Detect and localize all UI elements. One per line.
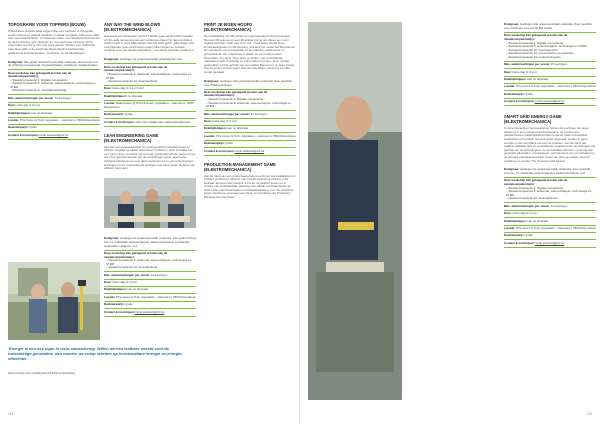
info-row bbox=[8, 70, 100, 95]
competence-item: – Sleutelcompetentie 4: Digitale competentie bbox=[206, 98, 296, 102]
info-key: Duur: bbox=[104, 86, 112, 91]
info-row bbox=[504, 178, 596, 203]
info-row bbox=[504, 77, 596, 84]
info-key: Duur: bbox=[504, 211, 512, 216]
competence-item: – Sleutelcompetentie 6: wiskunde, wetenschappen, technologie en STEM bbox=[106, 259, 196, 266]
info-key: Doelgroep: bbox=[204, 78, 220, 83]
info-key: Doelgroep: bbox=[504, 22, 520, 27]
workshop-info-list bbox=[504, 167, 596, 248]
info-key: Duur: bbox=[8, 103, 16, 108]
info-key: Deze workshop kan gekoppeld worden aan de sleutelcompetentie(s): bbox=[104, 64, 168, 73]
info-key: Data/tijdstippen: bbox=[104, 93, 127, 98]
info-row bbox=[204, 133, 296, 140]
info-row[interactable] bbox=[504, 99, 596, 106]
info-key: Locatie: bbox=[504, 84, 516, 89]
competence-item: – Sleutelcompetentie 4: Digitale competentie bbox=[506, 187, 596, 191]
info-value: halve dag (± 3 uur) bbox=[111, 280, 137, 285]
info-value: 16 leerlingen bbox=[53, 95, 72, 100]
workshop-print3d bbox=[204, 22, 296, 200]
info-key: Locatie: bbox=[104, 294, 116, 299]
info-row[interactable] bbox=[204, 148, 296, 155]
info-row bbox=[504, 69, 596, 76]
info-value: kan op afspraak bbox=[226, 126, 249, 131]
workshop-lean-info bbox=[104, 232, 196, 317]
info-key: Max. aantal leerlingen per sessie: bbox=[504, 203, 550, 208]
competence-item: – Sleutelcompetentie 11: economische competenties bbox=[506, 52, 596, 56]
info-row bbox=[204, 141, 296, 148]
info-key: Data/tijdstippen: bbox=[504, 218, 527, 223]
competence-item: – Sleutelcompetentie 6: wiskunde, wetenschappen, technologie en STEM bbox=[106, 73, 196, 80]
info-row bbox=[104, 294, 196, 301]
info-key: Data/tijdstippen: bbox=[8, 110, 31, 115]
photo-production-workshop bbox=[308, 22, 402, 400]
info-row[interactable] bbox=[104, 309, 196, 316]
info-key: Duur: bbox=[504, 69, 512, 74]
info-key: Doelgroep: bbox=[504, 167, 520, 172]
info-key: Locatie: bbox=[204, 133, 216, 138]
info-value: leerlingen 3e graad secundair onderwijs. Zeer geschikt voor tso, bv. industriële wetenschappen, elektromechanica, enz. bbox=[504, 167, 591, 176]
info-value: kan op afspraak bbox=[30, 110, 53, 115]
info-key: Data/tijdstippen: bbox=[104, 287, 127, 292]
workshop-intro: Aan de hand van een productiespel leren leerlingen wat kwaliteitsvol en efficiënt produceren inhoudt, met 'overall equipment efficiency' als leidraad. Ze leren wat industrie 4.0 is en vergelijken komen ze in contact met productiedata, planning, benodigde werkzaamheden en tools zoals onderhoudswerk en kwaliteitsbewaking, enz. De workshop krijgen deelname eventueel een hand- of mondeling van Production Management Top Team. bbox=[204, 173, 296, 200]
info-row bbox=[204, 90, 296, 112]
info-value: 12 leerlingen bbox=[549, 203, 568, 208]
info-value: 16 leerlingen bbox=[149, 272, 168, 277]
competence-list bbox=[104, 73, 196, 84]
workshop-info-list bbox=[504, 22, 596, 106]
info-key: Deelnameprijs: bbox=[504, 233, 525, 238]
page-number-right: 115 bbox=[586, 412, 592, 416]
info-key: Contact & inschrijven: bbox=[204, 148, 235, 153]
info-value: kan op afspraak bbox=[526, 77, 549, 82]
info-row bbox=[504, 91, 596, 98]
info-row bbox=[104, 64, 196, 86]
info-key: Doelgroep: bbox=[104, 236, 120, 241]
info-value: gratis bbox=[28, 125, 37, 130]
info-value: PXL-Green & Tech, Agoralaan – Gebouw H, 3590 Diepenbeek bbox=[115, 294, 196, 299]
competence-item: – Sleutelcompetentie 5: wiskunde, wetenschappen, technologie en STEM bbox=[10, 82, 100, 89]
info-row[interactable] bbox=[8, 132, 100, 139]
info-key: Locatie: bbox=[8, 117, 20, 122]
info-row bbox=[504, 218, 596, 225]
competence-item: – Sleutelcompetentie 10: Duurzaamheid bbox=[506, 49, 596, 53]
info-value: PXL-Green & Tech, Agoralaan – Gebouw H, 3590 Diepenbeek bbox=[515, 225, 596, 230]
workshop-title: TOPOGRAFIE VOOR TOPPERS (BOUW) bbox=[8, 22, 86, 27]
info-key: Max. aantal leerlingen per sessie: bbox=[504, 62, 550, 67]
info-value: leerlingen 3de graad secundair onderwijs. Zeer geschikt voor richtingen met een STEM-profiel bbox=[504, 22, 592, 30]
info-value: halve dag (± 3 uur) bbox=[211, 119, 237, 124]
info-key: Max. aantal leerlingen per sessie: bbox=[8, 95, 54, 100]
info-row bbox=[8, 118, 100, 125]
info-value: 15 leerlingen bbox=[549, 62, 568, 67]
competence-list bbox=[504, 42, 596, 60]
competence-item: – Sleutelcompetentie 5: wiskunde, wetenschappen, technologie en STEM bbox=[206, 102, 296, 109]
info-key: Max. aantal leerlingen per sessie: bbox=[104, 272, 150, 277]
info-row bbox=[104, 57, 196, 64]
contact-email-link[interactable]: frank.vanbeek@pxl.be bbox=[534, 99, 565, 104]
info-row bbox=[504, 226, 596, 233]
info-row bbox=[104, 112, 196, 119]
competence-item: – Sleutelcompetentie 9: ruimtelijk bewustzijn bbox=[10, 89, 100, 93]
workshop-intro: Hoe werkt een windmolen precies? Welke types windmolens bestaan er? En welk rendement kan een windmolen halen? In deze workshop worden jullie in onze Makerspace aan het werk gezet: jullie krijgen drie verschillende types windmolens onder jullie handen en bepalen – verdeeld over een aantal parameters – het meest optimale rendement. bbox=[104, 34, 195, 53]
info-value: op afspraak bbox=[126, 93, 143, 98]
info-value: leerlingen 3e graad secundair onderwijs tso, bso bbox=[119, 57, 183, 62]
info-row bbox=[104, 236, 196, 251]
info-value: kan op afspraak bbox=[126, 287, 149, 292]
info-key: Doelgroep: bbox=[8, 59, 24, 64]
info-value: gratis bbox=[224, 141, 233, 146]
info-value: gratis bbox=[524, 91, 533, 96]
info-row bbox=[104, 287, 196, 294]
contact-email-link[interactable]: frank.vanbeek@pxl.be bbox=[134, 309, 165, 314]
info-row bbox=[504, 33, 596, 62]
info-key: Contact & inschrijven: bbox=[104, 119, 135, 124]
info-key: Doelgroep: bbox=[104, 57, 120, 62]
competence-item: – Sleutelcompetentie 4: Digitale competentie bbox=[506, 42, 596, 46]
info-row bbox=[104, 302, 196, 309]
workshop-wind bbox=[104, 22, 196, 171]
info-row bbox=[104, 119, 196, 126]
workshop-smartgrid bbox=[504, 22, 596, 248]
info-row bbox=[8, 125, 100, 132]
workshop-intro: In deze interactieve bouwworkshop nemen de leerlingen het tegen elkaar op in een energievoorzieningsgame. Ze werken een gastseminarium elektriciteitscentrale zo dat de juiste hoeveelheid elektriciteit op het juiste moment wordt opgewekt, zonder er geen energie is voor een black-out van het systeem. Aan de hand van realtime grafiekkennis en verschillende opgaven leren de leerlingen het gebruik van de technologieën en de betrokken factoren op de nieuwe generatie (duurzaam, zonnepaneel, verbruik wind, etc.) en schaden en de grootste energieleveranciers zowel van wind ge stellen, wind de workshop en verdien The Smartest Grid Award! bbox=[504, 126, 596, 163]
info-value: PXL-Green & Tech, Agoralaan – Gebouw H, 3590 Diepenbeek bbox=[215, 133, 296, 138]
info-value: volle dag (± 6 uur) bbox=[15, 103, 40, 108]
competence-item: – Sleutelcompetentie 4: Digitale competentie bbox=[10, 79, 100, 83]
info-value: halve dag (± 3 uur) bbox=[511, 69, 537, 74]
info-key: Deelnameprijs: bbox=[104, 302, 125, 307]
info-row bbox=[204, 126, 296, 133]
workshop-info-list bbox=[204, 79, 296, 156]
info-row bbox=[504, 167, 596, 178]
info-key: Deelnameprijs: bbox=[504, 91, 525, 96]
info-row bbox=[504, 203, 596, 210]
info-row bbox=[504, 84, 596, 91]
info-row bbox=[104, 251, 196, 273]
competence-item: – Sleutelcompetentie 6: wetenschappen, technologie en STEM bbox=[506, 45, 596, 49]
info-row[interactable] bbox=[504, 240, 596, 247]
info-key: Data/tijdstippen: bbox=[504, 77, 527, 82]
info-row bbox=[504, 22, 596, 33]
info-value: PXL-Green & Tech, Agoralaan – Gebouw H, 3590 Diepenbeek bbox=[19, 117, 100, 122]
info-value: 5de graad technisch secundair onderwijs. Het komen voor de richtingen bouwkunde, bouwtechnieken, houtbouw, houttechnieken bbox=[8, 59, 99, 68]
info-row bbox=[8, 103, 100, 110]
competence-item: – Sleutelcompetentie 10: duurzaamheid bbox=[506, 197, 596, 201]
competence-item: – Sleutelcompetentie 10: duurzaamheid bbox=[106, 266, 196, 270]
photo-lean-game bbox=[104, 178, 196, 228]
competence-list bbox=[504, 187, 596, 201]
competence-list bbox=[8, 79, 100, 93]
info-key: Locatie: bbox=[504, 225, 516, 230]
info-row bbox=[204, 111, 296, 118]
competence-list bbox=[204, 98, 296, 109]
workshop-intro: Hoe kan een productiebedrijf een gestroomlijnd productieproces en efficiënt mogelijk op elkaar afstemmen? Ontdek in deze simulatie hoe een 'just-in-time' productie via een lean productiemethode werkt en hoe door een gerichte aanpak van de verspillingen wordt nagebootst. Achteraf reflecteren we over deze methodes toe in een schoolcontext, leerlingen in een voorbeeld wat leerlingen het beste tegen de borst een efficiënt bevorderd. bbox=[104, 144, 196, 171]
info-value: gratis bbox=[124, 302, 133, 307]
quote-attribution: (Patrick Pilat, PXL-opleidingshoofd Elektromechanica) bbox=[8, 371, 76, 375]
contact-email-link[interactable]: frank.vanbeek@pxl.be bbox=[38, 132, 69, 137]
info-row bbox=[104, 86, 196, 93]
info-key: Locatie: bbox=[104, 101, 116, 106]
info-row bbox=[8, 59, 100, 70]
info-key: Deze workshop kan gekoppeld worden aan de sleutelcompetentie(s): bbox=[204, 89, 268, 98]
workshop-intro: De ontwikkeling van 3D-printers is tegenwoordig booming business. Met een 3D-scanner en een 3D-printer kun je niet alleen een vorm digitaal bewaren, maar ook vorm ook – haar eigen hoofd. Onze kunstvaardigheden in 3D-tekening, ook kent het model het 3D-scannen. De voordeel is om te bespreken in de industrie, architectuur en geneeskunde: van maquettes in plastic tot een reëel product. Bovendien, de printer zal je leren te werken met verschillende materialen zoals chocolade en zelfs pasta tot printen. Over nieuwe gesprekken zal het gebruik van een pakket filament en op deze manier hoe de printer precies werkt. Dan de onderdelen wordt ook een 3D-printer gemaakt. bbox=[204, 34, 296, 74]
info-key: Deze workshop kan gekoppeld worden aan de sleutelcompetentie(s): bbox=[504, 178, 568, 187]
info-row bbox=[104, 272, 196, 279]
info-key: Deze workshop kan gekoppeld worden aan de sleutelcompetentie(s): bbox=[8, 70, 72, 79]
contact-email-link[interactable]: frank.vanbeek@pxl.be bbox=[234, 148, 265, 153]
info-key: Duur: bbox=[204, 119, 212, 124]
photo-surveying-students bbox=[8, 262, 100, 340]
competence-list bbox=[104, 259, 196, 270]
info-row bbox=[104, 93, 196, 100]
info-row bbox=[8, 110, 100, 117]
info-key: Data/tijdstippen: bbox=[204, 126, 227, 131]
workshop-title: ANY WAY THE WIND BLOWS (ELEKTROMECHANICA) bbox=[104, 22, 161, 32]
contact-email-link[interactable]: frank.vanbeek@pxl.be bbox=[534, 240, 565, 245]
info-value: stuur een mailtje naar makerspace@pxl.be bbox=[134, 119, 191, 124]
workshop-info-list bbox=[104, 57, 196, 127]
info-value: kan op afspraak bbox=[526, 218, 549, 223]
info-key: Contact & inschrijven: bbox=[504, 99, 535, 104]
info-value: leerlingen 3de graad secundair onderwijs. Zeer geschikt voor STEM-richtingen bbox=[204, 78, 292, 87]
info-key: Deze workshop kan gekoppeld worden aan de sleutelcompetentie(s): bbox=[104, 250, 168, 259]
competence-item: – Sleutelcompetentie 13: ondernemingszin bbox=[506, 56, 596, 60]
info-row bbox=[204, 79, 296, 90]
info-value: leerlingen 3e graad secundair onderwijs, 2de graad richting bso: bv. industriële wetenschappen, elektromechanica, mechanica, elektriciteit, vastgoed, enz. bbox=[104, 236, 196, 248]
info-row bbox=[504, 233, 596, 240]
right-page bbox=[300, 0, 600, 424]
workshop-title: SMART GRID ENERGY GAME (ELEKTROMECHANICA) bbox=[504, 114, 562, 125]
workshop-intro: Tijdens deze workshopdag krijgen jullie een 'topclass' in topografie, waarin theorie en praktijk naadloos in elkaar overgaan. Jullie leren alles over opmeettechnieken, van klassiek meten over waterpasinstrumenten tot laserscanning, gps-metingen en nog veel meer. Hiervoor wordt zowel jullie oog als je hart voor werk gepast. Sterker, een praktische case laten jullie in de aard rode Diepenbeekse bachelordag gebaseerde bouwtechnieken, houtbouw- en hoofdrichtingen. bbox=[8, 29, 100, 55]
info-key: Deelnameprijs: bbox=[104, 112, 125, 117]
info-value: 12 leerlingen bbox=[249, 111, 268, 116]
workshop-title: PRODUCTION MANAGEMENT GAME (ELEKTROMECHANICA) bbox=[204, 161, 276, 172]
info-key: Deze workshop kan gekoppeld worden aan de sleutelcompetentie(s): bbox=[504, 33, 568, 41]
workshop-info-list bbox=[104, 236, 196, 317]
info-row bbox=[104, 280, 196, 287]
competence-item: – Sleutelcompetentie 10: duurzaamheid bbox=[106, 80, 196, 84]
workshop-toppers bbox=[8, 22, 100, 140]
info-row bbox=[204, 119, 296, 126]
workshop-title: PRINT JE EIGEN HOOFD (ELEKTROMECHANICA) bbox=[204, 22, 253, 32]
info-key: Contact & inschrijven: bbox=[504, 240, 535, 245]
testimonial-quote: 'Energie is een key topic in onze samenleving. Willen we een leefbare wereld voor de toekomstige generaties, dan moeten we volop inzetten op hernieuwbare energie en energie-efficiëntie.' bbox=[8, 346, 183, 361]
info-key: Deelnameprijs: bbox=[204, 141, 225, 146]
info-row bbox=[8, 95, 100, 102]
info-key: Deelnameprijs: bbox=[8, 125, 29, 130]
info-row bbox=[504, 62, 596, 69]
info-key: Contact & inschrijven: bbox=[104, 309, 135, 314]
info-value: PXL-Green & Tech, Agoralaan – Gebouw H, 3590 Diepenbeek bbox=[515, 84, 596, 89]
info-value: halve dag (± 3 uur) bbox=[511, 211, 537, 216]
info-key: Duur: bbox=[104, 280, 112, 285]
info-value: gratis bbox=[524, 233, 533, 238]
info-key: Max. aantal leerlingen per sessie: bbox=[204, 111, 250, 116]
page-number-left: 114 bbox=[8, 412, 14, 416]
info-row bbox=[104, 101, 196, 112]
info-value: gratis bbox=[124, 112, 133, 117]
info-value: halve dag (± 2 à 2,5 uur) bbox=[111, 86, 144, 91]
info-value: Makerspace @ PXL/Unisoerti, Agoralaan – Gebouw H, 3590 Diepenbeek bbox=[104, 101, 194, 109]
info-row bbox=[504, 211, 596, 218]
workshop-info-list bbox=[8, 59, 100, 140]
info-key: Contact & inschrijven: bbox=[8, 132, 39, 137]
workshop-title: LEAN ENGINEERING GAME (ELEKTROMECHANICA) bbox=[104, 132, 159, 143]
competence-item: – Sleutelcompetentie 6: wiskunde, wetenschappen, technologie en STEM bbox=[506, 190, 596, 197]
